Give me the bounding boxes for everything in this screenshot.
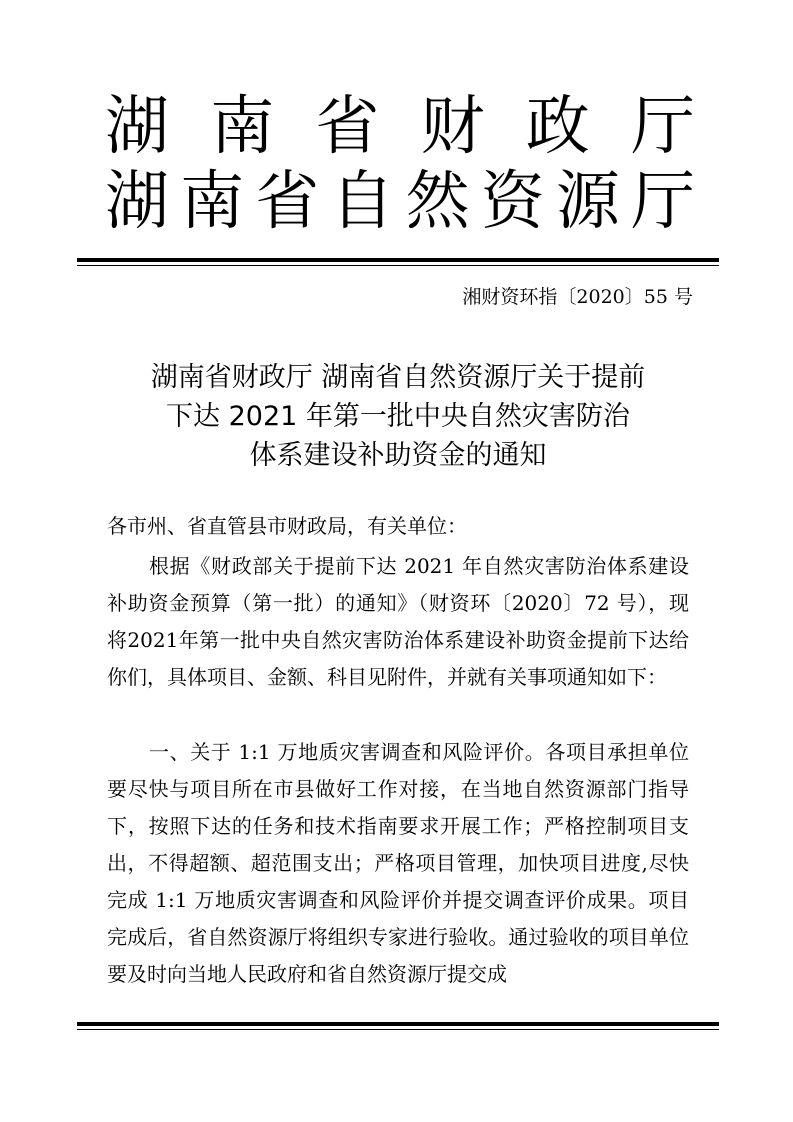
body-paragraph: 一、关于 1:1 万地质灾害调查和风险评价。各项目承担单位要尽快与项目所在市县做好工作对接，在当地自然资源部门指导下，按照下达的任务和技术指南要求开展工作；严格控制项目支出，不得超额、超范围支出；严格项目管理，加快项目进度,尽快完成 1:1 万地质灾害调查和风险评价并提交调查评价成果。项目完成后，省自然资源厅将组织专家进行验收。通过验收的项目单位要及时向当地人民政府和省自然资源厅提交成 <box>107 740 689 986</box>
document-title-line-2: 下达 2021 年第一批中央自然灾害防治 <box>166 401 630 432</box>
header-rule-thin <box>77 265 719 266</box>
document-title-line-1: 湖南省财政厅 湖南省自然资源厅关于提前 <box>150 362 646 393</box>
issuer-header-finance: 湖南省财政厅 <box>105 90 695 164</box>
body-paragraph: 根据《财政部关于提前下达 2021 年自然灾害防治体系建设补助资金预算（第一批）的通知》（财资环〔2020〕72 号），现将2021年第一批中央自然灾害防治体系建设补助资金提前下达给你们，具体项目、金额、科目见附件，并就有关事项通知如下： <box>107 554 689 689</box>
footer-rule-thin <box>77 1029 719 1030</box>
document-number: 湘财资环指〔2020〕55 号 <box>462 286 693 308</box>
issuer-header-natural-resources: 湖南省自然资源厅 <box>105 165 695 239</box>
document-title-line-3: 体系建设补助资金的通知 <box>249 440 547 471</box>
header-rule-thick <box>77 258 719 262</box>
salutation: 各市州、省直管县市财政局，有关单位： <box>107 514 467 538</box>
footer-rule-thick <box>77 1022 719 1026</box>
